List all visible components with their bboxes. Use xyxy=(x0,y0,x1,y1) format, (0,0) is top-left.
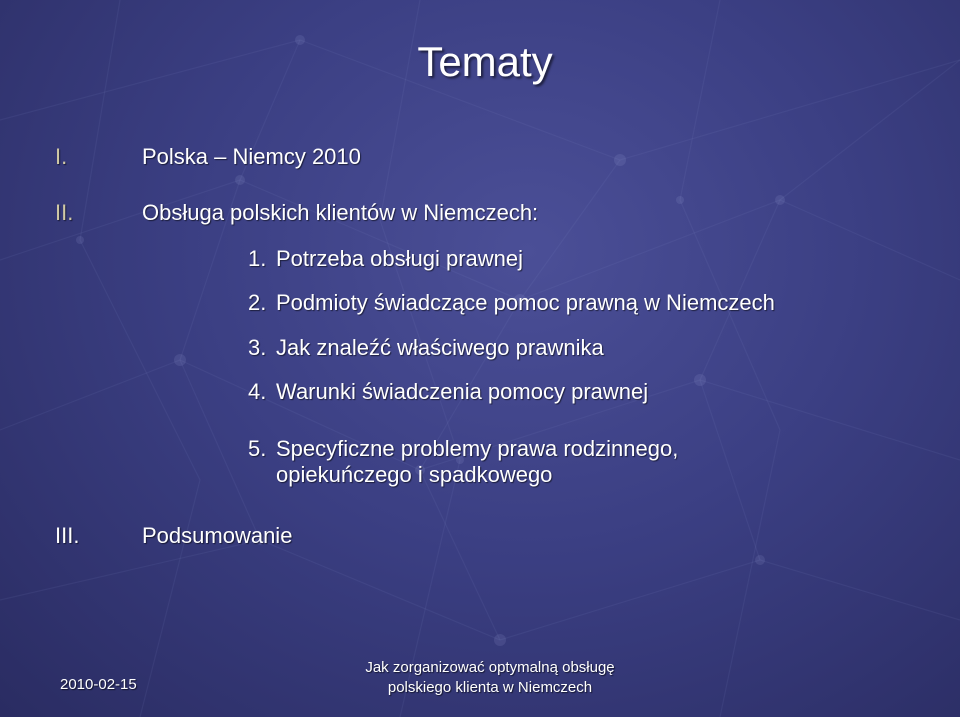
subitem-5-text-continued: opiekuńczego i spadkowego xyxy=(276,462,553,487)
footer-title-line-2: polskiego klienta w Niemczech xyxy=(387,679,593,696)
subitem-5-number: 5. xyxy=(248,436,267,461)
subitem-3-number: 3. xyxy=(248,335,267,360)
footer-title xyxy=(330,658,650,698)
section-1-label: Polska – Niemcy 2010 xyxy=(142,144,361,169)
subitem-4-number: 4. xyxy=(248,379,267,404)
subitem-2-text: Podmioty świadczące pomoc prawną w Niemczech xyxy=(276,290,775,315)
footer-title-line-1: Jak zorganizować optymalną obsługę xyxy=(365,659,615,676)
subitem-3 xyxy=(248,335,604,361)
subitem-2 xyxy=(248,290,775,316)
footer-date: 2010-02-15 xyxy=(60,676,137,693)
section-3-numeral: III. xyxy=(55,523,80,548)
slide-title: Tematy xyxy=(417,38,553,85)
subitem-1-number: 1. xyxy=(248,246,267,271)
section-2-label: Obsługa polskich klientów w Niemczech: xyxy=(142,200,539,225)
subitem-1-text: Potrzeba obsługi prawnej xyxy=(276,246,524,271)
subitem-5 xyxy=(248,436,808,488)
section-1-numeral: I. xyxy=(55,144,68,169)
subitem-1 xyxy=(248,246,523,272)
subitem-4-text: Warunki świadczenia pomocy prawnej xyxy=(276,379,649,404)
subitem-5-text: Specyficzne problemy prawa rodzinnego, xyxy=(276,436,679,461)
subitem-3-text: Jak znaleźć właściwego prawnika xyxy=(276,335,604,360)
section-3-label: Podsumowanie xyxy=(142,523,293,548)
section-2-numeral: II. xyxy=(55,200,74,225)
subitem-4 xyxy=(248,379,648,405)
subitem-2-number: 2. xyxy=(248,290,267,315)
